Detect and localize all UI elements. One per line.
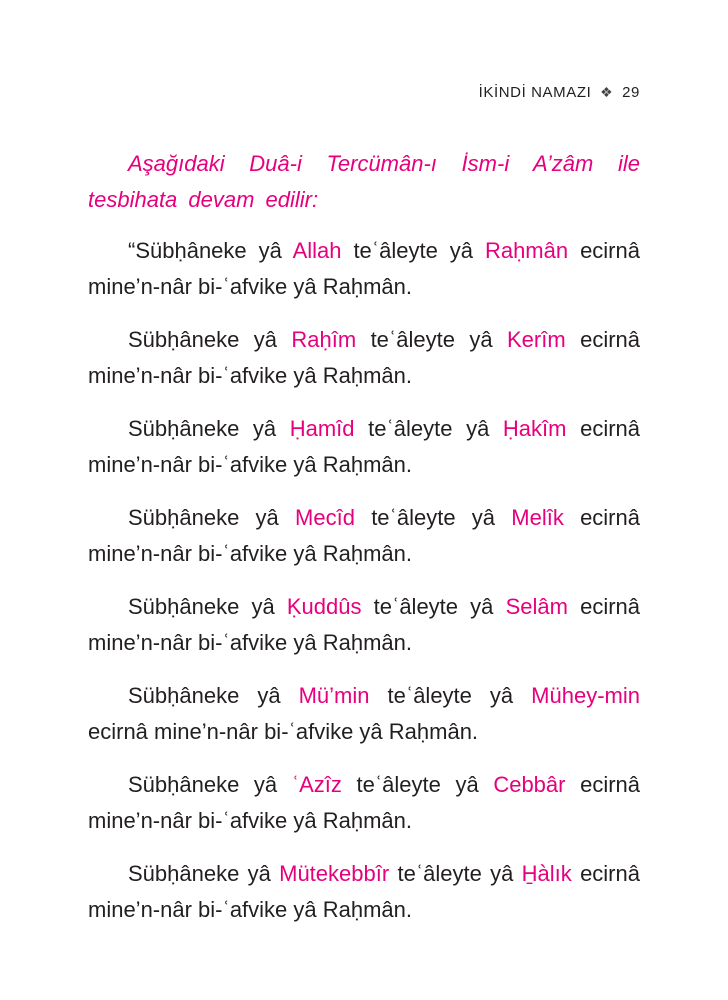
divine-name: Mü’min	[298, 683, 370, 708]
ecirna-refrain: ecirnâ mine’n-nâr bi-ʿafvike yâ Raḥmân.	[88, 719, 479, 744]
ecirna-refrain: ecirnâ mine’n-nâr bi-ʿafvike yâ Raḥmân.	[88, 772, 641, 833]
ecirna-refrain: ecirnâ mine’n-nâr bi-ʿafvike yâ Raḥmân.	[88, 416, 640, 477]
intro-instruction: Aşağıdaki Duâ-i Tercümân-ı İsm-i A’zâm ile tesbihata devam edilir:	[88, 151, 640, 212]
tealeyte-phrase: teʿâleyte yâ	[397, 861, 514, 886]
divine-name: Selâm	[505, 594, 568, 619]
dua-verse-2	[88, 322, 640, 394]
subhaneke-phrase: Sübḥâneke yâ	[128, 505, 279, 530]
divine-name: Ḳuddûs	[286, 594, 362, 619]
subhaneke-phrase: Sübḥâneke yâ	[128, 594, 275, 619]
ecirna-refrain: ecirnâ mine’n-nâr bi-ʿafvike yâ Raḥmân.	[88, 505, 640, 566]
subhaneke-phrase: Sübḥâneke yâ	[128, 861, 271, 886]
dua-verse-3	[88, 411, 640, 483]
dua-verse-1	[88, 233, 640, 305]
divine-name: Ḥamîd	[289, 416, 355, 441]
tealeyte-phrase: teʿâleyte yâ	[356, 772, 479, 797]
ecirna-refrain: ecirnâ mine’n-nâr bi-ʿafvike yâ Raḥmân.	[88, 861, 640, 922]
divine-name: Allah	[292, 238, 342, 263]
running-head	[479, 84, 640, 101]
subhaneke-phrase: Sübḥâneke yâ	[128, 772, 278, 797]
page-number: 29	[622, 84, 640, 101]
dua-verse-8	[88, 856, 640, 928]
divine-name: Kerîm	[506, 327, 566, 352]
opening-quote: “	[128, 238, 136, 263]
subhaneke-phrase: Sübḥâneke yâ	[128, 416, 277, 441]
divine-name: Mecîd	[295, 505, 355, 530]
divine-name: ʿAzîz	[291, 772, 342, 797]
divine-name: Mühey-min	[531, 683, 640, 708]
tealeyte-phrase: teʿâleyte yâ	[353, 238, 473, 263]
tealeyte-phrase: teʿâleyte yâ	[387, 683, 514, 708]
tealeyte-phrase: teʿâleyte yâ	[368, 416, 490, 441]
dua-verse-4	[88, 500, 640, 572]
divine-name: Raḥîm	[291, 327, 357, 352]
page-body	[88, 146, 640, 945]
subhaneke-phrase: Sübḥâneke yâ	[135, 238, 282, 263]
subhaneke-phrase: Sübḥâneke yâ	[128, 683, 281, 708]
divine-name: Raḥmân	[484, 238, 569, 263]
divine-name: Mütekebbîr	[279, 861, 390, 886]
ecirna-refrain: ecirnâ mine’n-nâr bi-ʿafvike yâ Raḥmân.	[88, 594, 640, 655]
dua-verse-5	[88, 589, 640, 661]
divine-name: Ḥakîm	[502, 416, 567, 441]
diamond-ornament-icon: ❖	[600, 84, 614, 100]
tealeyte-phrase: teʿâleyte yâ	[373, 594, 494, 619]
subhaneke-phrase: Sübḥâneke yâ	[128, 327, 277, 352]
dua-verse-6	[88, 678, 640, 750]
divine-name: H̱àlık	[521, 861, 572, 886]
tealeyte-phrase: teʿâleyte yâ	[371, 505, 496, 530]
ecirna-refrain: ecirnâ mine’n-nâr bi-ʿafvike yâ Raḥmân.	[88, 327, 640, 388]
tealeyte-phrase: teʿâleyte yâ	[370, 327, 493, 352]
ecirna-refrain: ecirnâ mine’n-nâr bi-ʿafvike yâ Raḥmân.	[88, 238, 640, 299]
section-title: İKİNDİ NAMAZI	[478, 84, 592, 101]
dua-verse-7	[88, 767, 640, 839]
divine-name: Cebbâr	[493, 772, 566, 797]
divine-name: Melîk	[511, 505, 564, 530]
